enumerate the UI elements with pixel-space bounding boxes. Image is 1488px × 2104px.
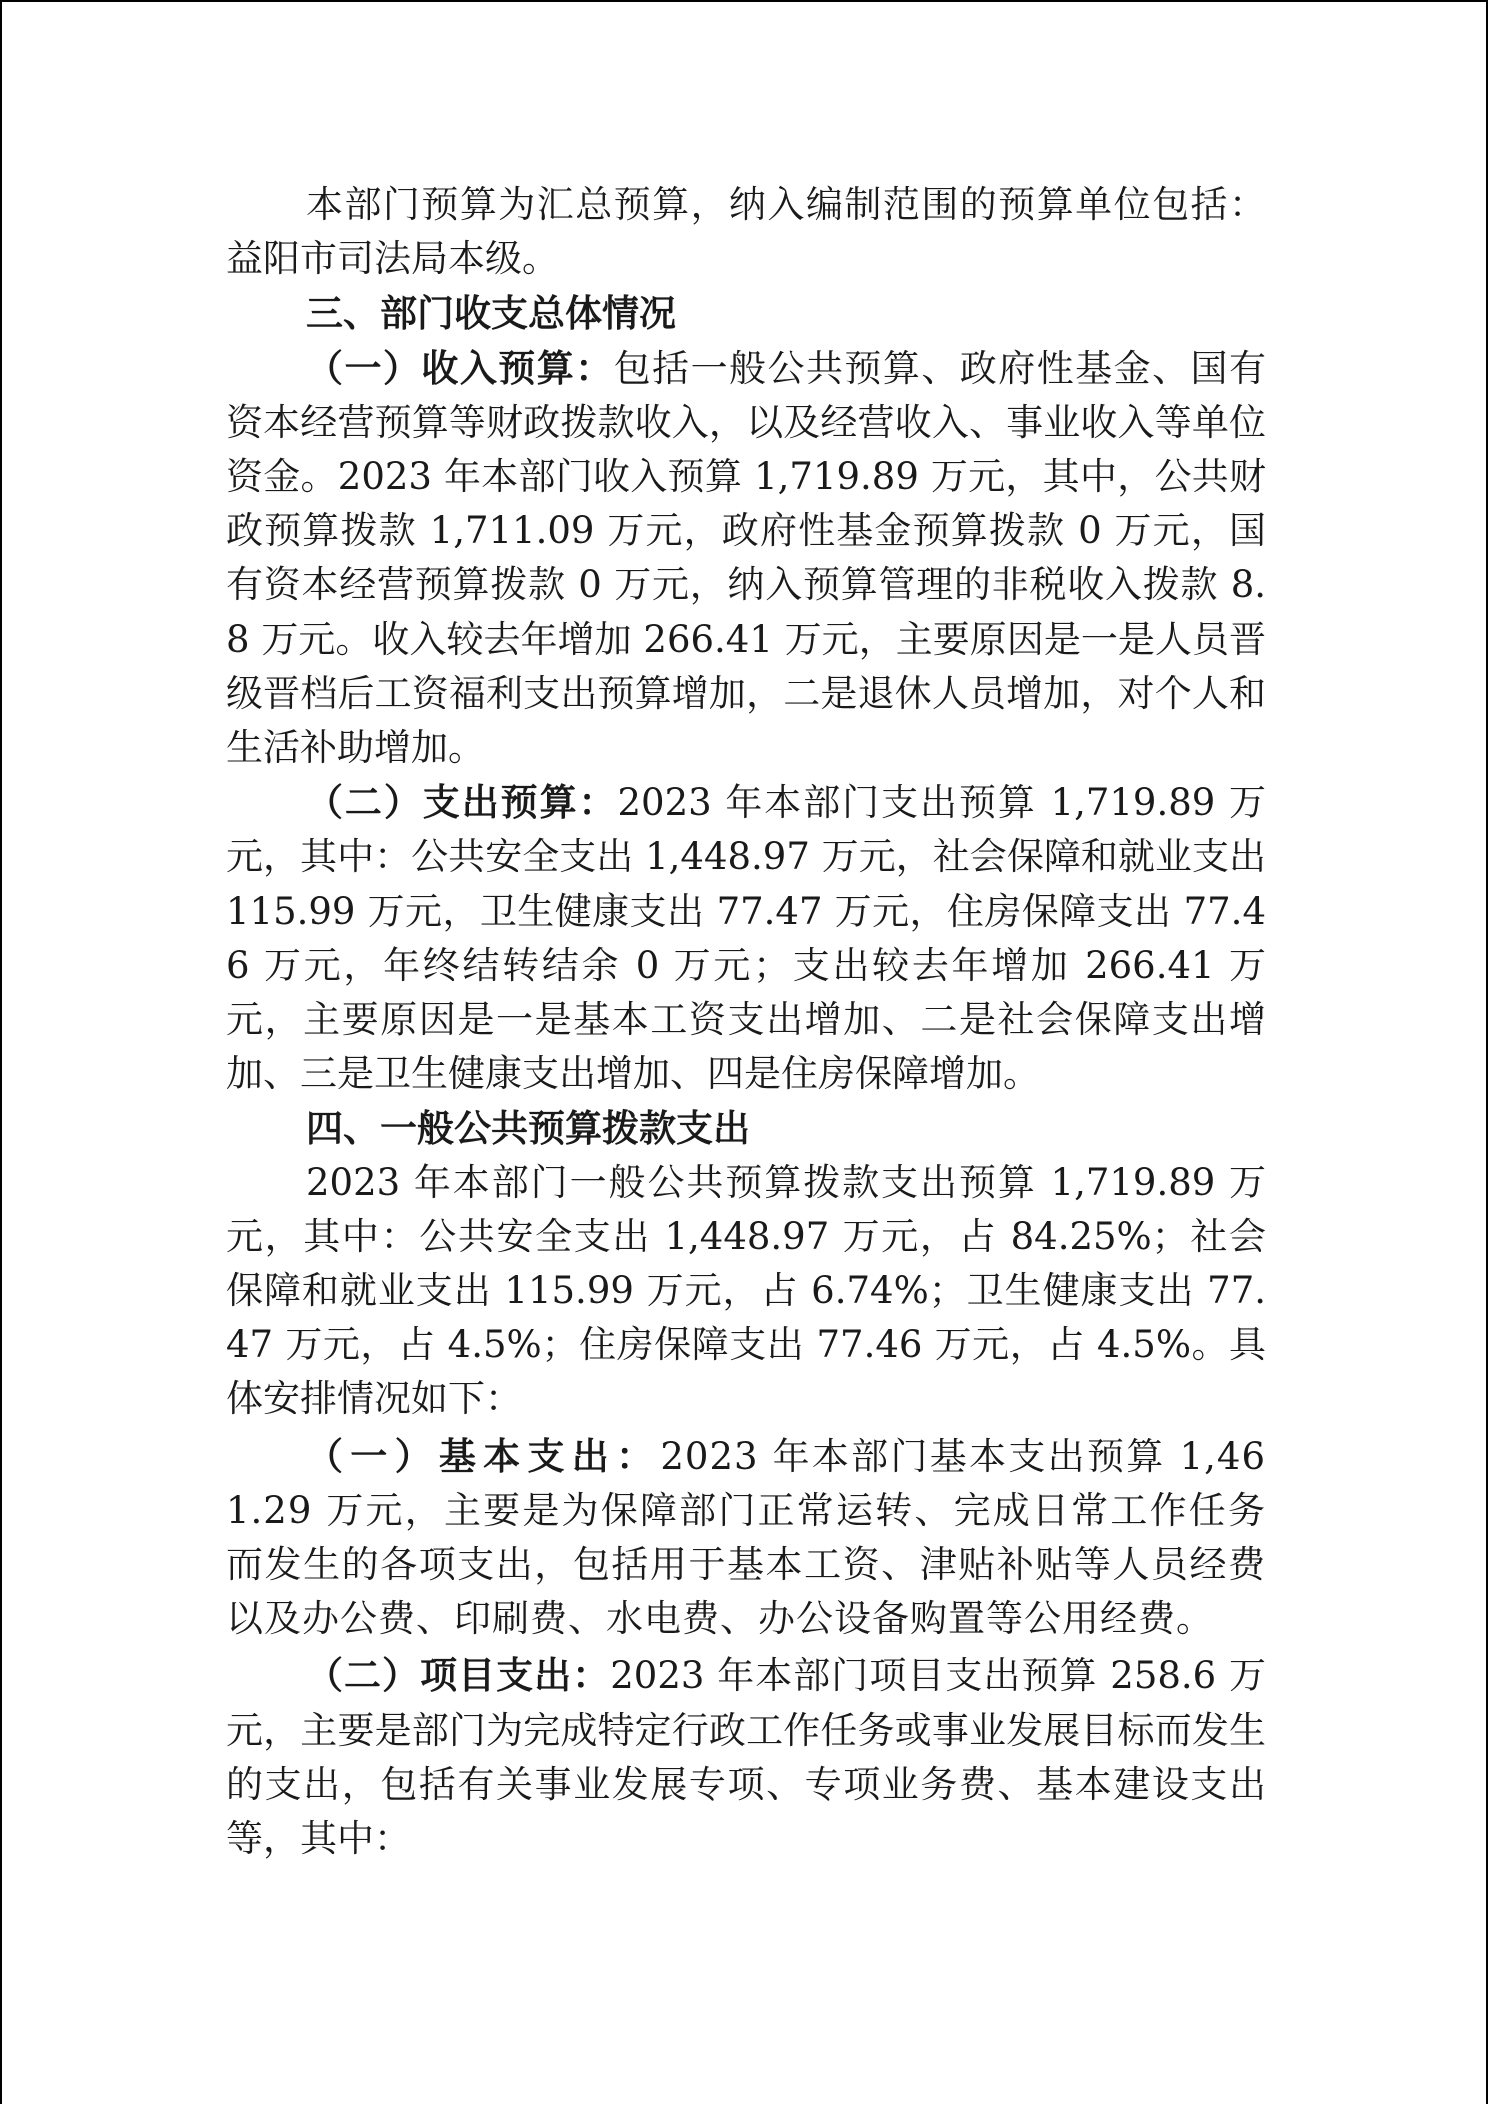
paragraph-expense-budget — [226, 775, 1266, 1101]
basic-expenditure-body: 2023 年本部门基本支出预算 1,461.29 万元，主要是为保障部门正常运转、完成日常工作任务而发生的各项支出，包括用于基本工资、津贴补贴等人员经费以及办公费、印刷费、水电费、办公设备购置等公用经费。 — [226, 1434, 1266, 1641]
expense-budget-body: 2023 年本部门支出预算 1,719.89 万元，其中：公共安全支出 1,448.97 万元，社会保障和就业支出 115.99 万元，卫生健康支出 77.47 万元，住房保障支出 77.46 万元，年终结转结余 0 万元；支出较去年增加 266.41 万元，主要原因是一是基本工资支出增加、二是社会保障支出增加、三是卫生健康支出增加、四是住房保障增加。 — [226, 781, 1267, 1096]
paragraph-income-budget — [226, 341, 1266, 776]
project-expenditure-lead: （二）项目支出： — [306, 1653, 611, 1698]
heading-general-public-budget: 四、一般公共预算拨款支出 — [306, 1106, 750, 1151]
income-budget-lead: （一）收入预算： — [306, 345, 614, 390]
project-expenditure-body: 2023 年本部门项目支出预算 258.6 万元，主要是部门为完成特定行政工作任务或事业发展目标而发生的支出，包括有关事业发展专项、专项业务费、基本建设支出等，其中： — [226, 1654, 1267, 1861]
heading-income-expense-overview: 三、部门收支总体情况 — [306, 291, 676, 336]
paragraph-budget-scope: 本部门预算为汇总预算，纳入编制范围的预算单位包括：益阳市司法局本级。 — [226, 183, 1266, 281]
paragraph-general-public-expenditure: 2023 年本部门一般公共预算拨款支出预算 1,719.89 万元，其中：公共安全支出 1,448.97 万元，占 84.25%；社会保障和就业支出 115.99 万元，占 6.74%；卫生健康支出 77.47 万元，占 4.5%；住房保障支出 77.46 万元，占 4.5%。具体安排情况如下： — [226, 1160, 1266, 1421]
document-body — [226, 178, 1266, 1866]
expense-budget-lead: （二）支出预算： — [306, 780, 618, 825]
paragraph-basic-expenditure — [226, 1429, 1266, 1647]
basic-expenditure-lead: （一）基本支出： — [306, 1433, 661, 1478]
income-budget-body: 包括一般公共预算、政府性基金、国有资本经营预算等财政拨款收入，以及经营收入、事业收入等单位资金。2023 年本部门收入预算 1,719.89 万元，其中，公共财政预算拨款 1,711.09 万元，政府性基金预算拨款 0 万元，国有资本经营预算拨款 0 万元，纳入预算管理的非税收入拨款 8.8 万元。收入较去年增加 266.41 万元，主要原因是一是人员晋级晋档后工资福利支出预算增加，二是退休人员增加，对个人和生活补助增加。 — [226, 346, 1267, 770]
paragraph-project-expenditure — [226, 1648, 1266, 1866]
